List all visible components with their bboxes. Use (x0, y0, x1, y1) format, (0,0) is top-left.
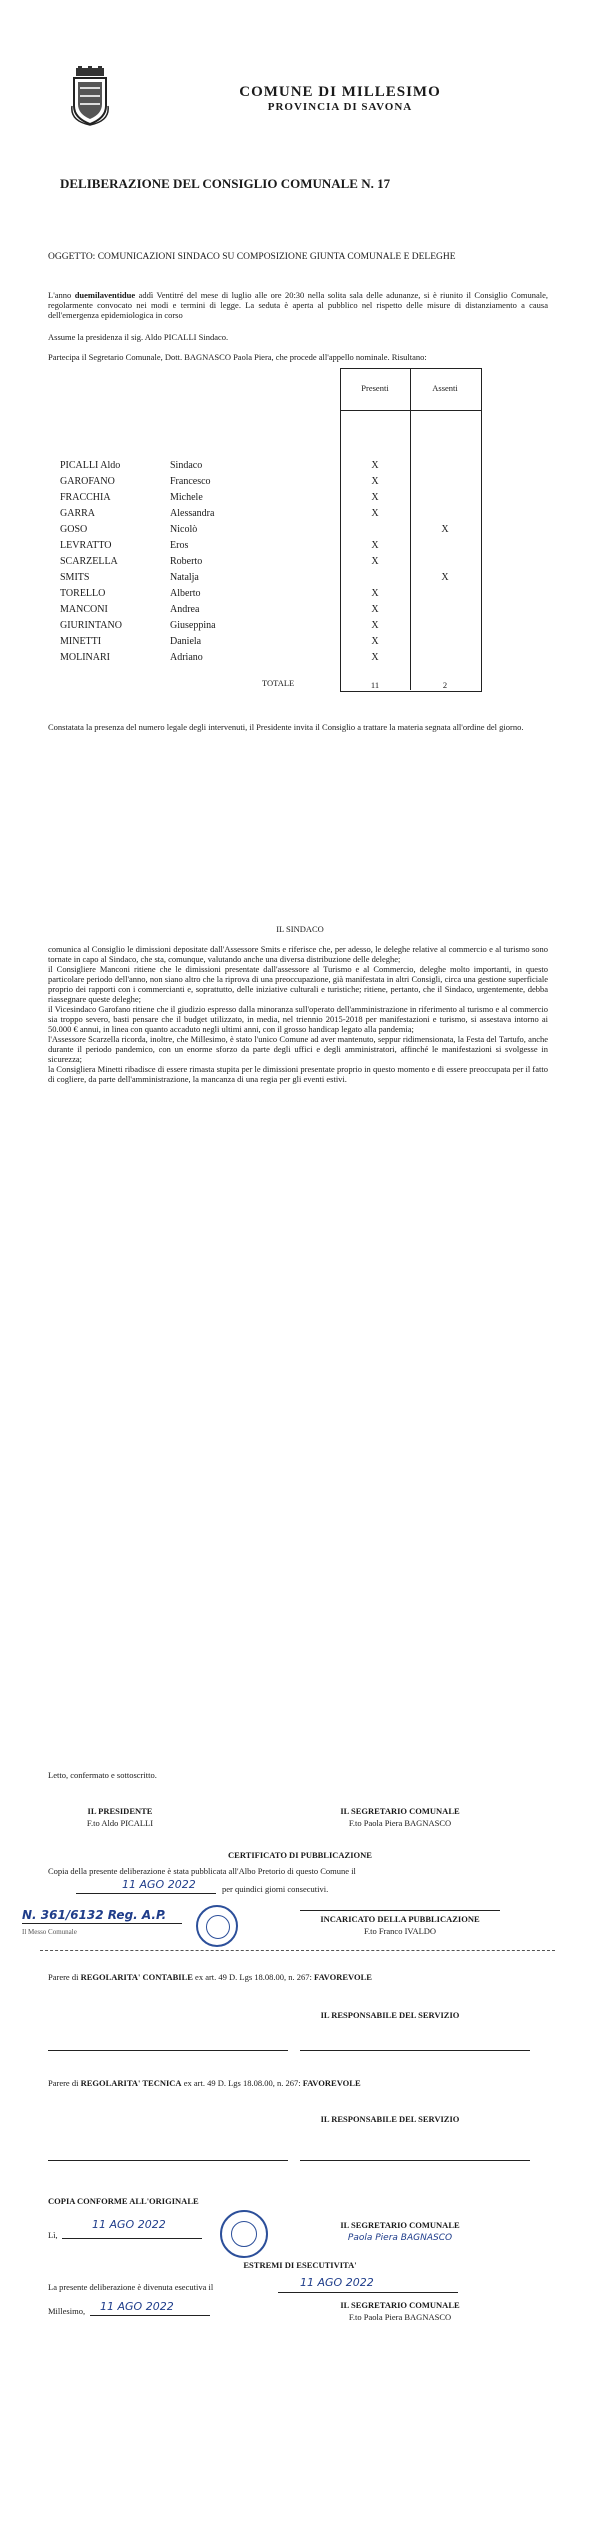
contabile-bold: REGOLARITA' CONTABILE (80, 1972, 193, 1982)
attendance-present-mark: X (371, 588, 379, 599)
attendance-firstname: Daniela (170, 636, 202, 647)
attendance-firstname: Michele (170, 492, 203, 503)
attendance-present-mark: X (371, 492, 379, 503)
attendance-surname: PICALLI Aldo (60, 460, 121, 471)
attendance-row (60, 586, 490, 602)
attendance-firstname: Roberto (170, 556, 203, 567)
sindaco-p3: il Vicesindaco Garofano ritiene che il giudizio espresso dalla minoranza sull'operato dell'amministrazione in riferimento al turismo e al commercio sia troppo severo, basti pensare che il budget utilizzato, in media, nel triennio 2015-2018 per manifestazioni e turismo, si assestava intorno ai 50.000 € annui, in linea con quanto accaduto negli ultimi anni, con il grosso handicap legato alla pandemia; (48, 1004, 548, 1034)
attendance-row (60, 506, 490, 522)
attendance-surname: GIURINTANO (60, 620, 122, 631)
attendance-absent-mark: X (441, 572, 449, 583)
cert-suffix: per quindici giorni consecutivi. (222, 1884, 329, 1894)
totale-presenti: 11 (370, 680, 380, 690)
li-date: 11 AGO 2022 (92, 2218, 166, 2231)
attendance-surname: GARRA (60, 508, 96, 519)
resp-line-1b (300, 2050, 530, 2051)
attendance-row (60, 538, 490, 554)
col-presenti: Presenti (361, 383, 389, 393)
attendance-firstname: Alberto (170, 588, 201, 599)
attendance-surname: GOSO (60, 524, 88, 535)
official-stamp-2 (220, 2210, 268, 2258)
contabile-prefix: Parere di (48, 1972, 81, 1982)
attendance-present-mark: X (371, 540, 379, 551)
attendance-surname: TORELLO (60, 588, 106, 599)
attendance-surname: MANCONI (60, 604, 108, 615)
comune-name: COMUNE DI MILLESIMO (239, 84, 441, 100)
coat-of-arms-logo (70, 66, 110, 126)
attendance-row (60, 522, 490, 538)
intro-suffix: addì Ventitré del mese di luglio alle ore 20:30 nella solita sala delle adunanze, si è riunito il Consiglio Comunale, regolarmente convocato nei modi e termini di legge. La seduta è aperta al pubblico nel rispetto delle misure di distanziamento a causa dell'emergenza epidemiologica in corso (48, 290, 549, 320)
intro-year: duemilaventidue (74, 290, 136, 300)
resp-line-2a (48, 2160, 288, 2161)
provincia-name: PROVINCIA DI SAVONA (267, 101, 413, 113)
esecutivita-title: ESTREMI DI ESECUTIVITA' (243, 2260, 357, 2270)
tecnica-suffix: ex art. 49 D. Lgs 18.08.00, n. 267: (181, 2078, 303, 2088)
incaricato-title: INCARICATO DELLA PUBBLICAZIONE (320, 1914, 480, 1924)
attendance-surname: MINETTI (60, 636, 102, 647)
millesimo-line (90, 2315, 210, 2316)
tecnica-prefix: Parere di (48, 2078, 81, 2088)
sindaco-body (48, 944, 548, 1084)
parere-tecnica (48, 2078, 568, 2088)
tecnica-result: FAVOREVOLE (302, 2078, 361, 2088)
attendance-row (60, 602, 490, 618)
attendance-present-mark: X (371, 508, 379, 519)
presidenza-line: Assume la presidenza il sig. Aldo PICALLI Sindaco. (48, 332, 229, 342)
attendance-surname: LEVRATTO (60, 540, 112, 551)
segretario2-signature: Paola Piera BAGNASCO (347, 2233, 453, 2243)
totale-label: TOTALE (262, 678, 295, 688)
esecutiva-line (278, 2292, 458, 2293)
cert-text: Copia della presente deliberazione è stata pubblicata all'Albo Pretorio di questo Comune il (48, 1866, 356, 1876)
sindaco-p4: l'Assessore Scarzella ricorda, inoltre, che Millesimo, è stato l'unico Comune ad aver mantenuto, seppur ridimensionata, la Festa del Tartufo, anche durante il periodo pandemico, con un enorme sforzo da parte degli uffici e degli amministratori, affinché le manifestazioni si svolgesse in sicurezza; (48, 1034, 548, 1064)
resp-line-1a (48, 2050, 288, 2051)
attendance-surname: MOLINARI (60, 652, 110, 663)
li-label: Lì, (48, 2230, 58, 2240)
attendance-firstname: Alessandra (170, 508, 215, 519)
contabile-suffix: ex art. 49 D. Lgs 18.08.00, n. 267: (192, 1972, 315, 1982)
resp-servizio-1: IL RESPONSABILE DEL SERVIZIO (320, 2010, 460, 2020)
resp-servizio-2: IL RESPONSABILE DEL SERVIZIO (320, 2114, 460, 2124)
segretario-line: Partecipa il Segretario Comunale, Dott. BAGNASCO Paola Piera, che procede all'appello nominale. Risultano: (48, 352, 427, 362)
incaricato-line (300, 1910, 500, 1911)
sindaco-p1: comunica al Consiglio le dimissioni depositate dall'Assessore Smits e riferisce che, per adesso, le deleghe relative al commercio e al turismo sono tornate in capo al Sindaco, che sta, comunque, valutando anche una diversa distribuzione delle deleghe; (48, 944, 548, 964)
attendance-row (60, 474, 490, 490)
attendance-firstname: Nicolò (170, 524, 198, 535)
attendance-absent-mark: X (441, 524, 449, 535)
attendance-firstname: Giuseppina (170, 620, 216, 631)
attendance-row (60, 570, 490, 586)
attendance-row (60, 554, 490, 570)
millesimo-label: Millesimo, (48, 2306, 86, 2316)
reg-line (22, 1923, 182, 1924)
attendance-firstname: Adriano (170, 652, 203, 663)
millesimo-date: 11 AGO 2022 (100, 2300, 174, 2313)
esecutiva-date: 11 AGO 2022 (300, 2276, 374, 2289)
attendance-present-mark: X (371, 636, 379, 647)
messo-label: Il Messo Comunale (22, 1928, 77, 1936)
attendance-row (60, 490, 490, 506)
segretario-name: F.to Paola Piera BAGNASCO (348, 1818, 452, 1828)
attendance-surname: SCARZELLA (60, 556, 118, 567)
segretario3-title: IL SEGRETARIO COMUNALE (340, 2300, 460, 2310)
parere-contabile (48, 1972, 568, 1982)
attendance-row (60, 458, 490, 474)
li-line (62, 2238, 202, 2239)
attendance-firstname: Francesco (170, 476, 211, 487)
resp-line-2b (300, 2160, 530, 2161)
attendance-present-mark: X (371, 460, 379, 471)
presidente-name: F.to Aldo PICALLI (86, 1818, 154, 1828)
attendance-present-mark: X (371, 620, 379, 631)
sindaco-p5: la Consigliera Minetti ribadisce di essere rimasta stupita per le dimissioni presentate proprio in questo momento e di essere preoccupata per il fatto di cogliere, da parte dell'amministrazione, la mancanza di una regia per gli eventi estivi. (48, 1064, 548, 1084)
cert-date-line (76, 1893, 216, 1894)
attendance-header-rule (340, 410, 481, 411)
sindaco-heading: IL SINDACO (276, 924, 324, 934)
copia-conforme-title: COPIA CONFORME ALL'ORIGINALE (48, 2196, 199, 2206)
contabile-result: FAVOREVOLE (314, 1972, 372, 1982)
attendance-present-mark: X (371, 476, 379, 487)
attendance-row (60, 634, 490, 650)
segretario3-name: F.to Paola Piera BAGNASCO (348, 2312, 452, 2322)
attendance-firstname: Natalja (170, 572, 199, 583)
divider-1 (40, 1950, 555, 1951)
attendance-present-mark: X (371, 652, 379, 663)
attendance-firstname: Eros (170, 540, 189, 551)
segretario-title: IL SEGRETARIO COMUNALE (340, 1806, 460, 1816)
cert-date: 11 AGO 2022 (122, 1878, 196, 1891)
attendance-surname: FRACCHIA (60, 492, 111, 503)
attendance-row (60, 650, 490, 666)
incaricato-name: F.to Franco IVALDO (363, 1926, 437, 1936)
attendance-present-mark: X (371, 556, 379, 567)
attendance-present-mark: X (371, 604, 379, 615)
intro-paragraph (48, 290, 548, 320)
official-stamp-1 (196, 1905, 238, 1947)
quorum-text: Constatata la presenza del numero legale degli intervenuti, il Presidente invita il Consiglio a trattare la materia segnata all'ordine del giorno. (48, 722, 524, 732)
col-assenti: Assenti (432, 383, 458, 393)
attendance-row (60, 618, 490, 634)
attendance-firstname: Sindaco (170, 460, 203, 471)
letto-line: Letto, confermato e sottoscritto. (48, 1770, 157, 1780)
intro-prefix: L'anno (48, 290, 75, 300)
attendance-surname: GAROFANO (60, 476, 115, 487)
attendance-firstname: Andrea (170, 604, 200, 615)
reg-number: N. 361/6132 Reg. A.P. (22, 1908, 167, 1922)
segretario2-title: IL SEGRETARIO COMUNALE (340, 2220, 460, 2230)
esecutiva-text: La presente deliberazione è divenuta esecutiva il (48, 2282, 214, 2292)
totale-assenti: 2 (442, 680, 448, 690)
document-title: DELIBERAZIONE DEL CONSIGLIO COMUNALE N. 17 (60, 176, 391, 191)
tecnica-bold: REGOLARITA' TECNICA (80, 2078, 182, 2088)
sindaco-p2: il Consigliere Manconi ritiene che le dimissioni presentate dall'assessore al Turismo e al Commercio, deleghe molto importanti, in questo particolare periodo dell'anno, non siano altro che la riprova di una preoccupazione, già manifestata in altri Consigli, circa una gestione superficiale proprio dei rapporti con i commercianti e, soprattutto, delle iniziative culturali e turistiche; ritiene, pertanto, che il Sindaco, urgentemente, debba riassegnare queste deleghe; (48, 964, 548, 1004)
oggetto: OGGETTO: COMUNICAZIONI SINDACO SU COMPOSIZIONE GIUNTA COMUNALE E DELEGHE (48, 252, 456, 262)
attendance-surname: SMITS (60, 572, 90, 583)
cert-title: CERTIFICATO DI PUBBLICAZIONE (228, 1850, 372, 1860)
presidente-title: IL PRESIDENTE (87, 1806, 153, 1816)
